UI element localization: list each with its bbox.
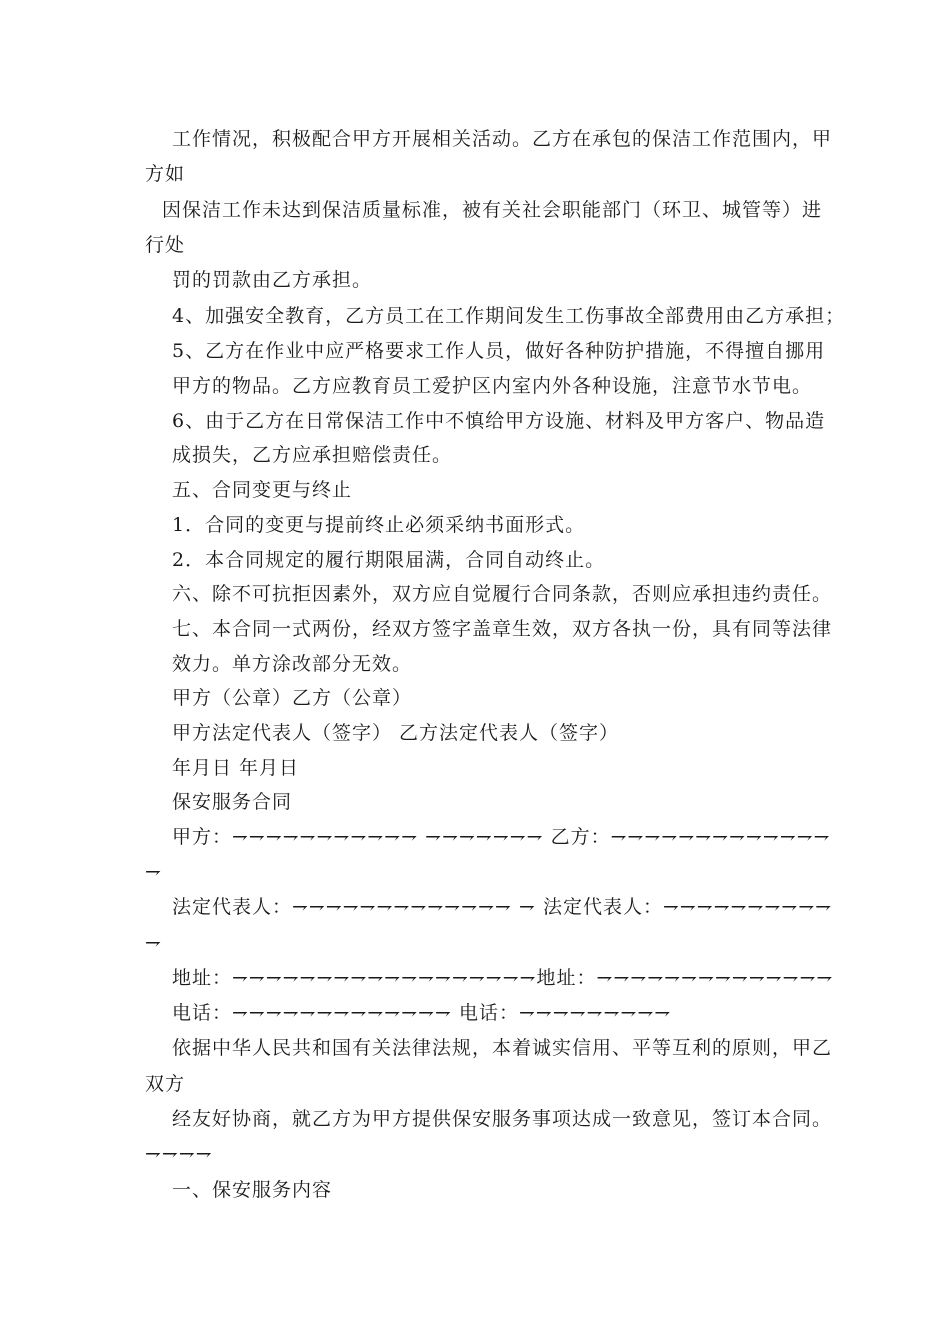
text-line: ⇁ <box>145 861 162 883</box>
text-line: 因保洁工作未达到保洁质量标准，被有关社会职能部门（环卫、城管等）进 <box>162 199 823 221</box>
text-line: 电话：⇁⇁⇁⇁⇁⇁⇁⇁⇁⇁⇁⇁⇁ 电话：⇁⇁⇁⇁⇁⇁⇁⇁⇁ <box>172 1002 672 1024</box>
text-line: 六、除不可抗拒因素外，双方应自觉履行合同条款，否则应承担违约责任。 <box>172 583 833 605</box>
text-line: 年月日 年月日 <box>172 757 300 779</box>
text-line: 地址：⇁⇁⇁⇁⇁⇁⇁⇁⇁⇁⇁⇁⇁⇁⇁⇁⇁⇁地址：⇁⇁⇁⇁⇁⇁⇁⇁⇁⇁⇁⇁⇁⇁ <box>172 967 834 989</box>
text-line: 甲方法定代表人（签字） 乙方法定代表人（签字） <box>172 722 620 744</box>
text-line: 法定代表人：⇁⇁⇁⇁⇁⇁⇁⇁⇁⇁⇁⇁⇁ ⇁ 法定代表人：⇁⇁⇁⇁⇁⇁⇁⇁⇁⇁ <box>172 896 833 918</box>
text-line: 行处 <box>145 234 186 256</box>
text-line: 甲方（公章）乙方（公章） <box>172 687 413 709</box>
text-line: 经友好协商，就乙方为甲方提供保安服务事项达成一致意见，签订本合同。 <box>172 1108 833 1130</box>
text-line: ⇁⇁⇁⇁ <box>145 1143 213 1165</box>
text-line: 4、加强安全教育，乙方员工在工作期间发生工伤事故全部费用由乙方承担； <box>172 305 846 327</box>
text-line: 罚的罚款由乙方承担。 <box>172 269 373 291</box>
text-line: ⇁ <box>145 932 162 954</box>
text-line: 成损失，乙方应承担赔偿责任。 <box>172 444 453 466</box>
text-line: 5、乙方在作业中应严格要求工作人员，做好各种防护措施，不得擅自挪用 <box>172 340 826 362</box>
text-line: 甲方：⇁⇁⇁⇁⇁⇁⇁⇁⇁⇁⇁ ⇁⇁⇁⇁⇁⇁⇁ 乙方：⇁⇁⇁⇁⇁⇁⇁⇁⇁⇁⇁⇁⇁ <box>172 826 831 848</box>
text-line: 双方 <box>145 1073 186 1095</box>
text-line: 6、由于乙方在日常保洁工作中不慎给甲方设施、材料及甲方客户、物品造 <box>172 410 826 432</box>
text-line: 2．本合同规定的履行期限届满，合同自动终止。 <box>172 549 606 571</box>
text-line: 七、本合同一式两份，经双方签字盖章生效，双方各执一份，具有同等法律 <box>172 618 833 640</box>
section-heading: 一、保安服务内容 <box>172 1179 333 1201</box>
text-line: 甲方的物品。乙方应教育员工爱护区内室内外各种设施，注意节水节电。 <box>172 375 813 397</box>
text-line: 工作情况，积极配合甲方开展相关活动。乙方在承包的保洁工作范围内，甲 <box>172 128 833 150</box>
text-line: 效力。单方涂改部分无效。 <box>172 653 413 675</box>
text-line: 依据中华人民共和国有关法律法规，本着诚实信用、平等互利的原则，甲乙 <box>172 1037 833 1059</box>
section-heading: 五、合同变更与终止 <box>172 479 353 501</box>
text-line: 方如 <box>145 163 186 185</box>
contract-title: 保安服务合同 <box>172 791 293 813</box>
text-line: 1．合同的变更与提前终止必须采纳书面形式。 <box>172 514 586 536</box>
